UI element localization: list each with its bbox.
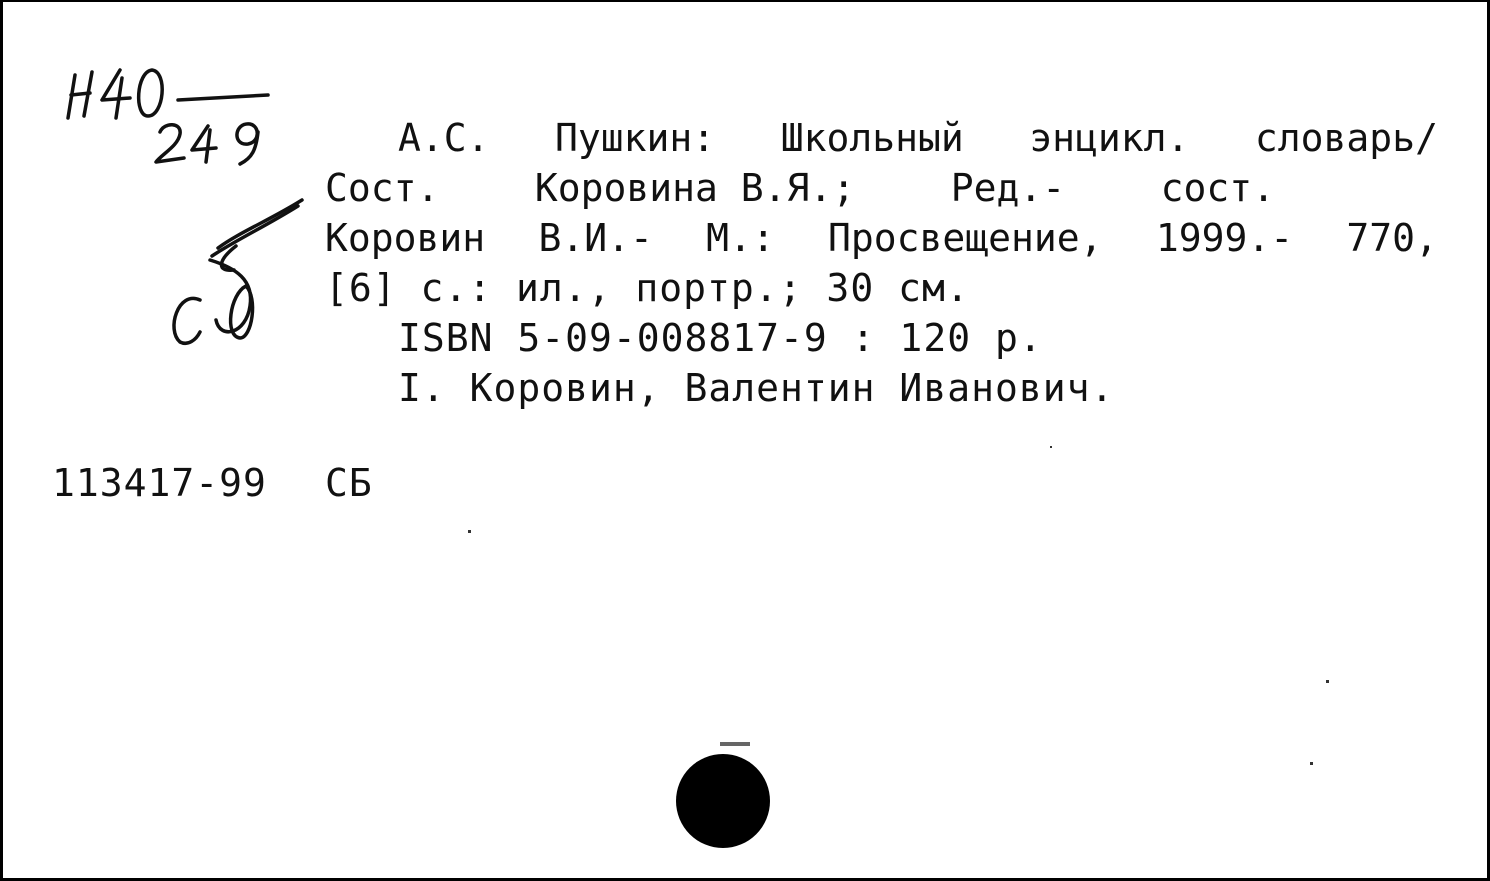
scan-speck: [468, 530, 471, 533]
entry-line-1-word: энцикл.: [1029, 116, 1190, 160]
scan-speck: [1050, 446, 1052, 448]
handwritten-shelfmark: [40, 50, 310, 350]
entry-line-2-word: Сост.: [325, 166, 440, 210]
entry-line-1-word: Пушкин:: [555, 116, 716, 160]
entry-line-3: [325, 213, 1438, 263]
entry-line-3-word: 770,: [1346, 216, 1438, 260]
entry-line-4: [6] с.: ил., портр.; 30 см.: [325, 266, 970, 310]
entry-line-3-word: М.:: [706, 216, 775, 260]
entry-line-1-word: А.С.: [398, 116, 490, 160]
entry-line-1-word: словарь/: [1254, 116, 1438, 160]
accession-number: 113417-99: [52, 461, 267, 505]
isbn-line: ISBN 5-09-008817-9 : 120 р.: [398, 316, 1043, 360]
scan-speck: [1326, 680, 1329, 683]
scan-speck: [720, 742, 750, 746]
entry-line-1-word: Школьный: [780, 116, 964, 160]
entry-line-1: [398, 113, 1438, 163]
collection-code: СБ: [325, 461, 373, 505]
entry-line-2: [325, 163, 1275, 213]
card-border-top: [0, 0, 1490, 2]
entry-line-3-word: Коровин: [325, 216, 486, 260]
entry-line-3-word: Просвещение,: [828, 216, 1103, 260]
scan-speck: [1310, 762, 1313, 765]
card-border-left: [0, 0, 3, 881]
entry-line-3-word: В.И.-: [538, 216, 653, 260]
entry-line-2-word: Коровина В.Я.;: [534, 166, 856, 210]
punch-hole: [676, 754, 770, 848]
entry-line-3-word: 1999.-: [1155, 216, 1294, 260]
entry-line-2-word: сост.: [1160, 166, 1275, 210]
added-entry-line: I. Коровин, Валентин Иванович.: [398, 366, 1115, 410]
entry-line-2-word: Ред.-: [950, 166, 1066, 210]
